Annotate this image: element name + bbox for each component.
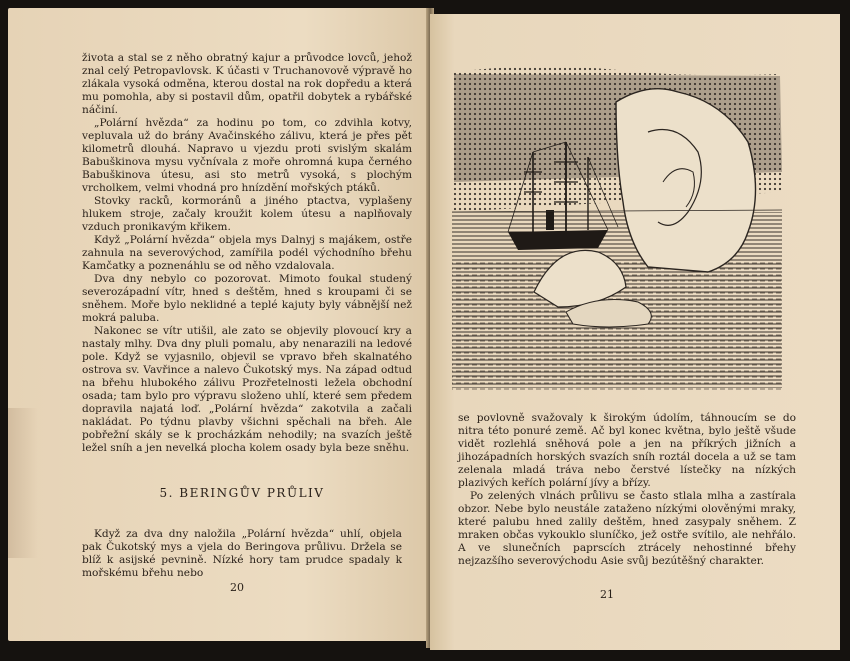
chapter-title: 5. BERINGŮV PRŮLIV	[159, 486, 325, 500]
paragraph: „Polární hvězda“ za hodinu po tom, co zdvihla kotvy, vepluvala už do brány Avačinského zálivu, která je přes pět kilometrů dlouhá. Napravo u vjezdu proti svislým skalám Babuškinova mysu vyčnívala z moře ohromná kupa černého Babuškinova útesu, asi sto metrů vysoká, s plochým vrcholkem, velmi vhodná pro hnízdění mořských ptáků.	[82, 117, 412, 194]
left-page-text	[82, 52, 412, 455]
paragraph: života a stal se z něho obratný kajur a průvodce lovců, jehož znal celý Petropavlovsk. K účasti v Truchanovově výpravě ho zlákala vysoká odměna, kterou dostal na rok dopředu a která mu pomohla, aby si postavil dům, opatřil dobytek a rybářské náčiní.	[82, 52, 412, 116]
page-number-left: 20	[230, 581, 244, 594]
right-page-text	[458, 412, 796, 568]
paragraph: Po zelených vlnách průlivu se často stlala mlha a zastírala obzor. Nebe bylo neustále zataženo nízkými olověnými mraky, které palubu hned zalily deštěm, hned zasypaly sněhem. Z mraken občas vykouklo sluníčko, jež ostře svítilo, ale nehřálo. A ve slunečních paprscích ztrácely nehostinné břehy nejzazšího severovýchodu Asie svůj bezútěšný charakter.	[458, 490, 796, 567]
illustration-drawing	[448, 62, 784, 396]
ship-among-icebergs-illustration	[448, 62, 784, 396]
paragraph: se povlovně svažovaly k širokým údolím, táhnoucím se do nitra této ponuré země. Ač byl konec května, bylo ještě všude vidět rozlehlá sněhová pole a jen na příkrých jižních a jihozápadních horských svazích sníh roztál docela a už se tam zelenala mladá tráva nebo čerstvé lístečky na nízkých plazivých keřích polární jívy a břízy.	[458, 412, 796, 489]
page-stain	[8, 408, 38, 558]
paragraph: Nakonec se vítr utišil, ale zato se objevily plovoucí kry a nastaly mlhy. Dva dny pluli pomalu, aby nenarazili na ledové pole. Když se vyjasnilo, objevil se vpravo břeh skalnatého ostrova sv. Vavřince a nalevo Čukotský mys. Na západ odtud na břehu hlubokého zálivu Prozřetelnosti ležela obchodní osada; tam bylo pro výpravu složeno uhlí, které sem předem dopravila najatá loď. „Polární hvězda“ zakotvila a začali nakládat. Po týdnu plavby všichni spěchali na břeh. Ale pobřežní skály se k procházkám nehodily; na svazích ještě ležel sníh a jen nevelká plocha kolem osady byla beze sněhu.	[82, 325, 412, 454]
left-page	[8, 8, 430, 641]
right-page	[430, 14, 840, 650]
paragraph: Když „Polární hvězda“ objela mys Dalnyj s majákem, ostře zahnula na severovýchod, zamířila podél východního břehu Kamčatky a poznenáhlu se od něho vzdalovala.	[82, 234, 412, 272]
page-number-right: 21	[600, 588, 614, 601]
paragraph: Dva dny nebylo co pozorovat. Mimoto foukal studený severozápadní vítr, hned s deštěm, hned s kroupami či se sněhem. Moře bylo neklidné a teplé kajuty byly vábnější než mokrá paluba.	[82, 273, 412, 324]
chapter-text	[82, 528, 402, 580]
paragraph: Když za dva dny naložila „Polární hvězda“ uhlí, objela pak Čukotský mys a vjela do Beringova průlivu. Držela se blíž k asijské pevnině. Nízké hory tam prudce spadaly k mořskému břehu nebo	[82, 528, 402, 579]
paragraph: Stovky racků, kormoránů a jiného ptactva, vyplašeny hlukem stroje, začaly kroužit kolem útesu a naplňovaly vzduch pronikavým křikem.	[82, 195, 412, 233]
